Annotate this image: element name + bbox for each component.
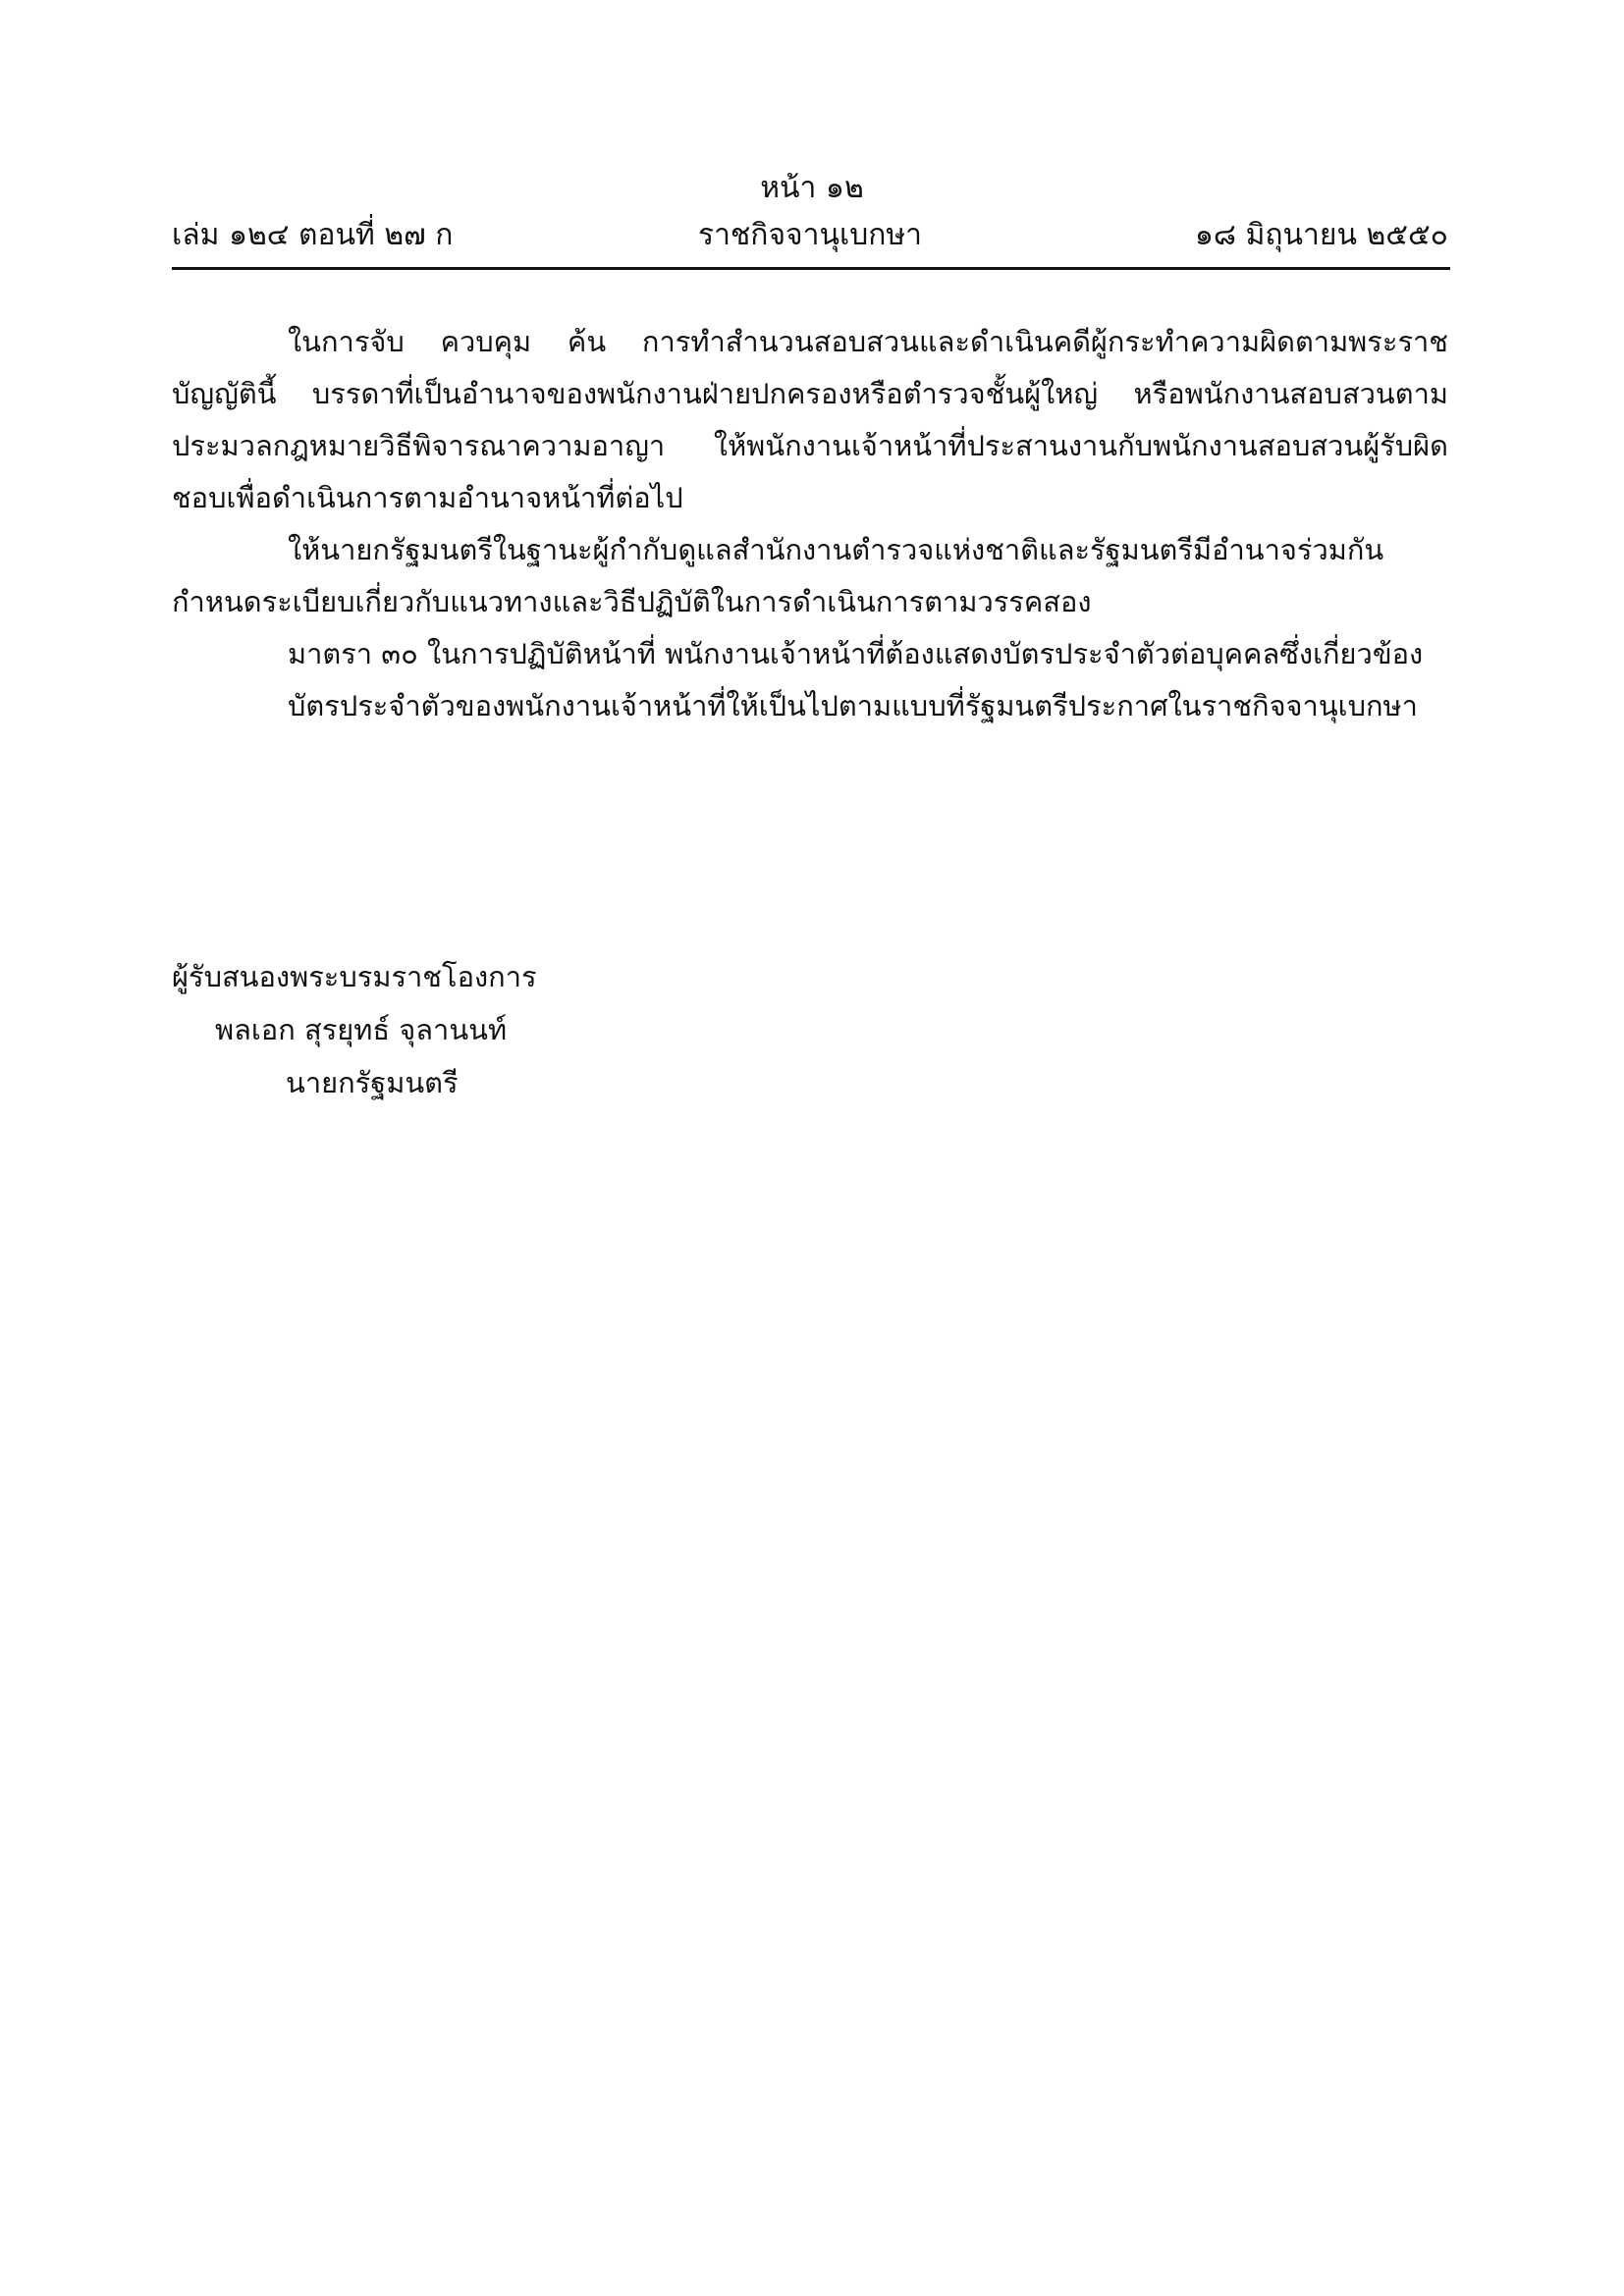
paragraph-id-card: บัตรประจำตัวของพนักงานเจ้าหน้าที่ให้เป็นไปตามแบบที่รัฐมนตรีประกาศในราชกิจจานุเบกษา	[288, 689, 1418, 722]
paragraph-regulation: ให้นายกรัฐมนตรีในฐานะผู้กำกับดูแลสำนักงานตำรวจแห่งชาติและรัฐมนตรีมีอำนาจร่วมกันกำหนดระเบียบเกี่ยวกับแนวทางและวิธีปฏิบัติในการดำเนินการตามวรรคสอง	[172, 533, 1384, 618]
countersign-label: ผู้รับสนองพระบรมราชโองการ	[172, 960, 537, 993]
paragraph-investigation: ในการจับ ควบคุม ค้น การทำสำนวนสอบสวนและดำเนินคดีผู้กระทำความผิดตามพระราชบัญญัตินี้ บรรดาที่เป็นอำนาจของพนักงานฝ่ายปกครองหรือตำรวจชั้นผู้ใหญ่ หรือพนักงานสอบสวนตามประมวลกฎหมายวิธีพิจารณาความอาญา ให้พนักงานเจ้าหน้าที่ประสานงานกับพนักงานสอบสวนผู้รับผิดชอบเพื่อดำเนินการตามอำนาจหน้าที่ต่อไป	[172, 325, 1448, 514]
volume-issue: เล่ม ๑๒๔ ตอนที่ ๒๗ ก	[172, 218, 454, 252]
signatory-title: นายกรัฐมนตรี	[286, 1066, 459, 1099]
signatory-name: พลเอก สุรยุทธ์ จุลานนท์	[215, 1013, 508, 1046]
paragraph-section-30: มาตรา ๓๐ ในการปฏิบัติหน้าที่ พนักงานเจ้าหน้าที่ต้องแสดงบัตรประจำตัวต่อบุคคลซึ่งเกี่ยวข้อง	[288, 637, 1424, 670]
signature-block	[172, 950, 859, 1109]
publication-name: ราชกิจจานุเบกษา	[697, 218, 923, 252]
header-divider	[172, 267, 1450, 270]
document-body	[172, 316, 1448, 732]
publication-date: ๑๘ มิถุนายน ๒๕๕๐	[1194, 218, 1448, 252]
page-number: หน้า ๑๒	[760, 171, 864, 205]
gazette-header	[172, 216, 1448, 261]
